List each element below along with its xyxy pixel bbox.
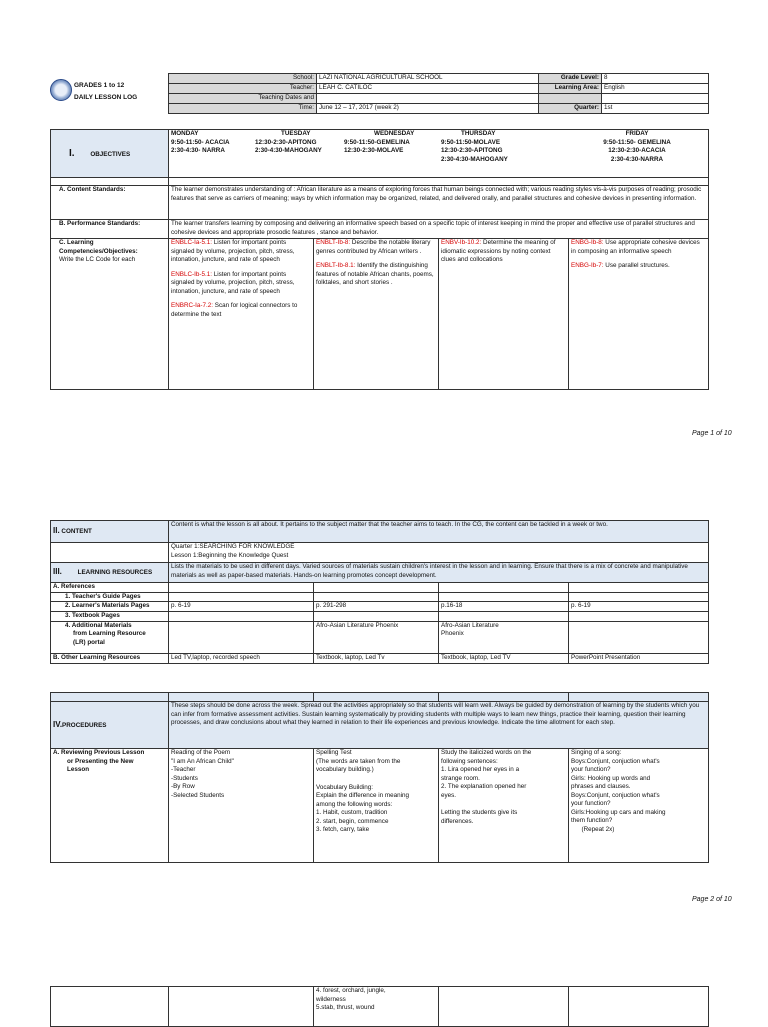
spacer-cell [169,178,709,186]
objectives-table [50,129,709,390]
content-header [51,521,169,543]
text-line: Boys:Conjunt, conjuction what's [571,757,660,765]
lc-text: Identify the distinguishing features of notable African chants, poems, folktales, and short stories . [316,262,434,286]
cell [314,693,439,702]
performance-standards-label: B. Performance Standards: [51,220,169,239]
school-label: School: [169,74,317,84]
cell [439,583,569,593]
quarter-label: Quarter: [539,103,602,113]
page-number-2: Page 2 of 10 [692,896,732,903]
header-table [168,73,709,114]
spacer-cell [51,543,169,563]
text-line: -Students [171,774,198,782]
text-line: your function? [571,766,611,773]
text-line: 5.stab, thrust, wound [316,1004,375,1011]
resources-header [51,563,169,583]
wednesday-col [344,130,414,156]
text-line: 1. Lira opened her eyes in a [441,766,520,773]
tuesday-line2: 2:30-4:30-MAHOGANY [255,147,322,154]
cell [169,612,314,622]
thursday-col [441,130,508,164]
content-topic [169,543,709,563]
friday-competencies [569,239,709,390]
lc-code: ENBV-Ib-10.2: [441,239,482,246]
additional-materials-label [51,621,169,653]
text-line: eyes. [441,791,457,799]
thursday-label: THURSDAY [461,130,496,137]
monday-competencies [169,239,314,390]
other-wednesday: Textbook, laptop, Led Tv [314,653,439,663]
cell [314,583,439,593]
form-title-line1: GRADES 1 to 12 [74,82,125,89]
add-thursday-line1: Afro-Asian Literature [441,621,499,629]
text-line: Boys:Conjunt, conjuction what's [571,791,660,799]
add-thursday-line2: Phoenix [441,630,464,637]
cell [569,621,709,653]
resources-description: Lists the materials to be used in different days. Varied sources of materials sustain children's interest in the lesson and in learning. Ensure that there is a mix of concrete and manipulative materials as well as paper-based materials. Hands-on learning promotes concept development. [169,563,709,583]
text-line: differences. [441,817,474,825]
text-line: Girls: Hooking up words and [571,774,651,782]
resources-label: LEARNING RESOURCES [77,569,153,577]
friday-col [577,130,697,164]
procedures-label: PROCEDURES [62,721,107,729]
additional-line2: from Learning Resource [73,630,146,637]
reviewing-monday [169,749,314,863]
text-line: Spelling Test [316,749,352,756]
text-line: 2. The explanation opened her [441,783,527,790]
content-standards-label: A. Content Standards: [51,186,169,220]
cell [569,612,709,622]
text-line [441,800,566,809]
thursday-line1: 9:50-11:50-MOLAVE [441,138,501,146]
grade-value: 8 [602,74,709,84]
cell [169,583,314,593]
text-line: 4. forest, orchard, jungle, [316,987,386,994]
textbook-label: 3. Textbook Pages [51,612,169,622]
objectives-label: OBJECTIVES [90,150,131,158]
monday-line2: 2:30-4:30- NARRA [171,147,225,154]
cell [314,612,439,622]
text-line: phrases and clauses. [571,783,631,790]
competencies-label [51,239,169,390]
lm-thursday: p.16-18 [439,602,569,612]
competency-item [316,239,436,256]
thursday-competencies [439,239,569,390]
grade-label: Grade Level: [539,74,602,84]
competency-item [171,302,311,319]
lc-text: Listen for important points signaled by volume, projection, pitch, stress, intonation, juncture, and rate of speech [171,270,295,295]
wednesday-line2: 12:30-2:30-MOLAVE [344,147,404,154]
content-lesson: Lesson 1:Beginning the Knowledge Quest [171,551,289,559]
friday-line3: 2:30-4:30-NARRA [610,155,664,163]
performance-standards-text: The learner transfers learning by composing and delivering an informative speech based on a specific topic of interest keeping in mind the proper and effective use of parallel structures and cohesive devices and appropriate prosodic features , stance and behavior. [169,220,709,239]
teacher-value: LEAH C. CATILOC [317,84,539,94]
text-line: Vocabulary Building: [316,783,374,791]
quarter-blank [602,94,709,104]
text-line: Explain the difference in meaning [316,792,409,799]
cell [169,621,314,653]
reviewing-thursday [439,749,569,863]
procedures-header [51,702,169,749]
competency-item [316,262,436,288]
procedures-num: IV. [53,719,63,729]
text-line: 3. fetch, carry, take [316,826,370,833]
content-quarter: Quarter 1:SEARCHING FOR KNOWLEDGE [171,543,295,550]
lc-code: ENBRC-Ia-7.2: [171,302,213,309]
cell [569,583,709,593]
procedures-table [50,692,709,863]
friday-line1: 9:50-11:50- GEMELINA [603,138,671,146]
form-title-line2: DAILY LESSON LOG [74,94,138,102]
cell [169,987,314,1027]
text-line: among the following words: [316,800,393,808]
reviewing-line3: Lesson [67,766,90,773]
cell [569,987,709,1027]
lm-monday: p. 6-19 [169,602,314,612]
additional-line1: 4. Additional Materials [65,621,132,629]
area-value: English [602,84,709,94]
lc-text: Use appropriate cohesive devices in composing an informative speech [571,239,700,255]
cell [569,592,709,602]
text-line: Girls:Hooking up cars and making [571,808,666,816]
other-monday: Led TV,laptop, recorded speech [169,653,314,663]
monday-line1: 9:50-11:50- ACACIA [171,138,230,146]
additional-line3: (LR) portal [73,638,105,646]
tuesday-wednesday-competencies [314,239,439,390]
reviewing-line2: or Presenting the New [67,757,134,765]
lc-text: Listen for important points signaled by volume, projection, pitch, stress, intonation, juncture, and rate of speech [171,239,295,263]
text-line: "I am An African Child" [171,757,234,765]
text-line: your function? [571,800,611,807]
lc-text: Describe the notable literary genres contributed by African writers . [316,239,431,255]
tuesday-label: TUESDAY [281,130,311,137]
content-resources-table [50,520,709,664]
thursday-line3: 2:30-4:30-MAHOGANY [441,155,508,163]
cell [51,987,169,1027]
page-number-1: Page 1 of 10 [692,430,732,437]
resources-num: III. [53,567,62,577]
competencies-label-line2: Competencies/Objectives: [59,247,138,255]
other-thursday: Textbook, laptop, Led TV [439,653,569,663]
spacer-cell [51,178,169,186]
competency-item [171,271,311,297]
friday-line2: 12:30-2:30-ACACIA [608,147,666,154]
text-line: (The words are taken from the [316,757,401,765]
text-line: following sentences: [441,757,498,765]
content-description: Content is what the lesson is all about. It pertains to the subject matter that the teacher aims to teach. In the CG, the content can be tackled in a week or two. [169,521,709,543]
friday-label: FRIDAY [625,130,649,137]
area-label: Learning Area: [539,84,602,94]
reviewing-friday [569,749,709,863]
other-friday: PowerPoint Presentation [569,653,709,663]
text-line: them function? [571,817,613,824]
teacher-label: Teacher: [169,84,317,94]
lc-text: Determine the meaning of idiomatic expressions by noting context clues and collocations [441,239,556,263]
text-line: Study the italicized words on the [441,749,532,756]
text-line: 2. start, begin, commence [316,817,389,825]
schedule-header [169,130,709,178]
text-line: -Teacher [171,766,196,773]
wednesday-line1: 9:50-11:50-GEMELINA [344,138,410,146]
thursday-line2: 12:30-2:30-APITONG [441,147,503,154]
tuesday-line1: 12:30-2:30-APITONG [255,138,317,146]
text-line: Reading of the Poem [171,749,231,756]
cell [169,693,314,702]
cell [439,987,569,1027]
monday-col [171,130,230,156]
reviewing-wednesday [314,749,439,863]
spacer-cell [51,693,169,702]
quarter-blank-label [539,94,602,104]
lc-text: Use parallel structures. [603,262,670,269]
dates-value: June 12 – 17, 2017 (week 2) [317,103,539,113]
other-resources-label: B. Other Learning Resources [51,653,169,663]
text-line [316,775,436,784]
cell [439,693,569,702]
lc-code: ENBG-Ib-7: [571,262,604,269]
form-title [74,80,137,105]
quarter-value: 1st [602,103,709,113]
text-line: (Repeat 2x) [571,825,615,833]
cell [439,612,569,622]
lc-code: ENBLC-Ib-5.1: [171,270,212,278]
text-line: -By Row [171,783,195,790]
procedures-description: These steps should be done across the week. Spread out the activities appropriately so that students will learn well. Always be guided by demonstration of learning by the students which you can infer from formative assessment activities. Sustain learning systematically by providing students with multiple ways to learn new things, practice their learning, question their learning processes, and draw conclusions about what they learned in relation to their life experiences and previous knowledge. Indicate the time allotment for each step. [169,702,709,749]
competencies-label-line1: C. Learning [59,239,94,246]
competency-item [441,239,566,265]
competency-item [571,239,706,256]
content-standards-text: The learner demonstrates understanding of : African literature as a means of exploring forces that human beings connected with; various reading styles vis-à-vis purposes of reading; prosodic features that serve as carriers of meaning; ways by which information may be organized, related, and delivered orally, and parallel structures and cohesive devices in presenting information. [169,186,709,220]
text-line: 1. Habit, custom, tradition [316,809,388,816]
deped-seal [50,79,72,105]
competency-item [571,262,706,271]
dates-blank [317,94,539,104]
reviewing-line1: A. Reviewing Previous Lesson [53,749,145,756]
text-line: Singing of a song: [571,749,622,756]
dates-label: Teaching Dates and [169,94,317,104]
text-line: vocabulary building.) [316,766,374,773]
wednesday-label: WEDNESDAY [374,130,415,137]
content-num: II. [53,526,60,536]
competencies-label-line3: Write the LC Code for each [59,256,136,263]
lc-code: ENBLT-Ib-8.1: [316,262,356,269]
text-line: -Selected Students [171,791,225,799]
objectives-header [51,130,169,178]
objectives-num: I. [69,147,75,159]
lm-wednesday: p. 291-298 [314,602,439,612]
lc-text: Scan for logical connectors to determine the text [171,302,298,318]
text-line: wilderness [316,995,346,1003]
time-label: Time: [169,103,317,113]
cell [169,592,314,602]
lc-code: ENBLT-Ib-8: [316,239,351,246]
lc-code: ENBLC-Ia-5.1: [171,239,212,246]
tuesday-col [255,130,322,156]
content-label: CONTENT [61,528,92,536]
reviewing-label [51,749,169,863]
text-line: Letting the students give its [441,809,518,816]
lc-code: ENBG-Ib-8: [571,239,604,246]
learners-materials-label: 2. Learner's Materials Pages [51,602,169,612]
school-value: LAZI NATIONAL AGRICULTURAL SCHOOL [317,74,539,84]
references-label: A. References [51,583,169,593]
continued-wednesday [314,987,439,1027]
cell [439,592,569,602]
competency-item [171,239,311,265]
cell [569,693,709,702]
teachers-guide-label: 1. Teacher's Guide Pages [51,592,169,602]
monday-label: MONDAY [171,130,199,137]
procedures-continued-table [50,986,709,1027]
add-wednesday: Afro-Asian Literature Phoenix [314,621,439,653]
lm-friday: p. 6-19 [569,602,709,612]
text-line: strange room. [441,774,480,782]
cell [314,592,439,602]
add-thursday [439,621,569,653]
